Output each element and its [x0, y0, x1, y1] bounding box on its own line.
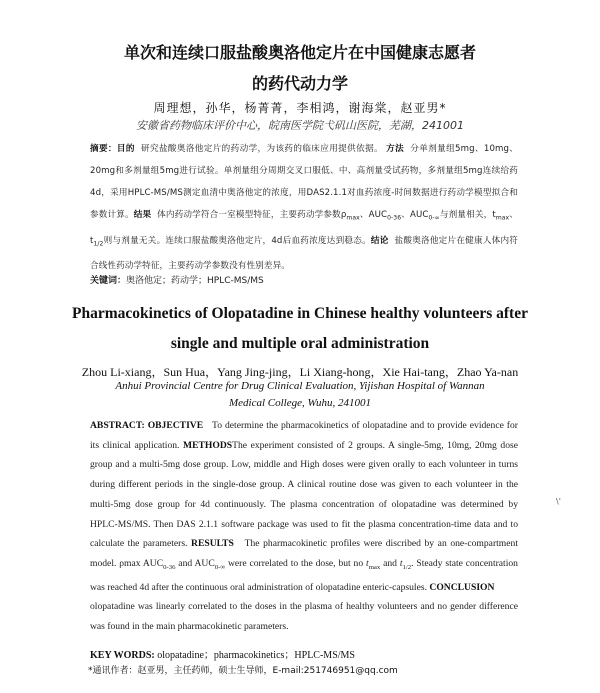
- en-keywords-label: KEY WORDS:: [90, 650, 155, 661]
- en-authors: Zhou Li-xiang，Sun Hua，Yang Jing-jing，Li Xiang-hong，Xie Hai-tang，Zhao Ya-nan: [81, 365, 519, 379]
- cn-results-text: 、AUC: [359, 210, 388, 220]
- en-results-text: were correlated to the dose, but no: [225, 557, 367, 569]
- cn-conclusion-label: 结论: [370, 235, 389, 246]
- en-conclusion-text: olopatadine was linearly correlated to the doses in the plasma of healthy volunteers and no gender difference was found in the main pharmacokinetic parameters.: [90, 601, 518, 632]
- en-abstract: [90, 416, 518, 637]
- en-conclusion-label: CONCLUSION: [429, 581, 495, 593]
- en-results-sub: 0-36: [163, 563, 176, 571]
- en-methods-text: The experiment consisted of 2 groups. A single-5mg, 10mg, 20mg dose group and a multi-5mg dose group. Low, middle and High doses were given orally to each volunteer in turns during different periods in the single-dose group. A clinical routine dose was given to each volunteer in the multi-5mg dose group for 4d continuously. The plasma concentration of olopatadine was determined by HPLC-MS/MS. Then DAS 2.1.1 software package was used to fit the plasma concentration-time data and to calculate the parameters.: [90, 439, 518, 550]
- en-keywords-text: olopatadine；pharmacokinetics；HPLC-MS/MS: [157, 650, 355, 661]
- cn-methods-label: 方法: [386, 144, 405, 154]
- cn-keywords: [90, 273, 518, 286]
- cn-authors: 周理想，孙华，杨菁菁，李相鸿，谢海棠，赵亚男*: [153, 101, 447, 115]
- cn-results-sub: 0-∞: [428, 214, 440, 222]
- cn-results-sub: 1/2: [93, 240, 104, 248]
- margin-mark: \': [556, 497, 561, 506]
- cn-affiliation: 安徽省药物临床评价中心，皖南医学院弋矶山医院，芜湖，241001: [136, 119, 464, 132]
- cn-title-line-1: 单次和连续口服盐酸奥洛他定片在中国健康志愿者: [123, 43, 476, 62]
- cn-results-text: 、t: [90, 210, 518, 246]
- en-affiliation-line-2: Medical College, Wuhu, 241001: [228, 397, 372, 409]
- cn-methods-text: 分单剂量组5mg、10mg、20mg和多剂量组5mg进行试验。单剂量组分周期交叉口服低、中、高剂量受试药物，多剂量组5mg连续给药4d，采用HPLC-MS/MS测定血清中奥洛他定的浓度，用DAS2.1.1对血药浓度-时间数据进行药动学模型拟合和参数计算。: [90, 144, 519, 220]
- en-results-tmax: t: [366, 557, 369, 569]
- en-objective-text: To determine the pharmacokinetics of olopatadine and to provide evidence for its clinical application.: [90, 420, 518, 451]
- cn-conclusion-text: 盐酸奥洛他定片在健康人体内符合线性药动学特征，主要药动学参数没有性别差异。: [90, 235, 519, 272]
- en-results-t12: t: [399, 557, 403, 569]
- cn-results-label: 结果: [133, 210, 152, 220]
- cn-title-line-2: 的药代动力学: [251, 74, 348, 93]
- en-results-text: and: [380, 557, 400, 569]
- cn-results-text: 与剂量相关，t: [439, 210, 496, 220]
- en-affiliation-line-1: Anhui Provincial Centre for Drug Clinical Evaluation, Yijishan Hospital of Wannan: [115, 380, 485, 392]
- cn-objective-label: 目的: [116, 144, 135, 154]
- en-title-line-1: Pharmacokinetics of Olopatadine in Chinese healthy volunteers after: [72, 305, 528, 322]
- cn-results-text: 、AUC: [401, 210, 429, 220]
- cn-results-sub: 0-36: [387, 214, 402, 222]
- cn-abstract: [90, 138, 518, 277]
- en-results-text: . Steady state concentration was reached 4d after the continuous oral administration of olopatadine enteric-capsules.: [90, 557, 518, 593]
- en-methods-label: METHODS: [183, 439, 233, 451]
- cn-results-text: 体内药动学符合一室模型特征，主要药动学参数ρ: [157, 210, 347, 220]
- en-results-label: RESULTS: [191, 538, 234, 550]
- cn-objective-text: 研究盐酸奥洛他定片的药动学，为该药的临床应用提供依据。: [141, 144, 383, 154]
- en-results-text: and AUC: [175, 557, 215, 569]
- en-results-sub: max: [368, 563, 381, 571]
- en-keywords: [90, 646, 550, 661]
- en-title-line-2: single and multiple oral administration: [170, 335, 430, 352]
- cn-keywords-label: 关键词：: [90, 276, 127, 286]
- corresponding-author-footnote: *通讯作者：赵亚男，主任药师，硕士生导师，E-mail:251746951@qq.com: [88, 666, 398, 676]
- cn-keywords-text: 奥洛他定；药动学；HPLC-MS/MS: [126, 276, 264, 286]
- cn-results-sub: max: [495, 214, 510, 222]
- cn-results-text: 则与剂量无关。连续口服盐酸奥洛他定片，4d后血药浓度达到稳态。: [103, 235, 371, 246]
- cn-results-sub: max: [346, 214, 360, 222]
- cn-abstract-label: 摘要：: [90, 144, 117, 154]
- en-abstract-label: ABSTRACT: OBJECTIVE: [90, 420, 204, 431]
- en-results-sub: 1/2: [402, 563, 412, 571]
- en-results-text: The pharmacokinetic profiles were discribed by an one-compartment model. ρmax AUC: [90, 538, 518, 569]
- en-results-sub: 0-∞: [214, 563, 226, 571]
